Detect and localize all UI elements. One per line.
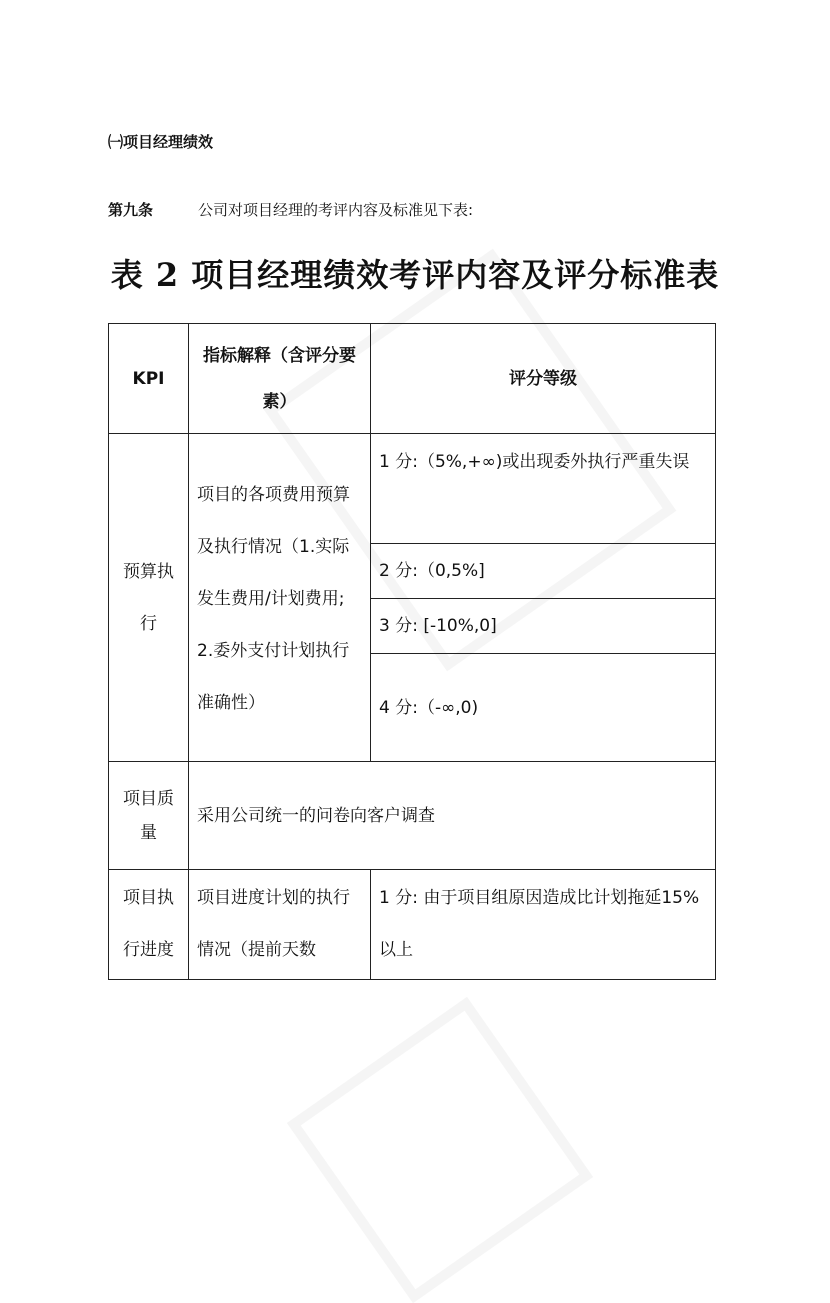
cell-explain-budget: 项目的各项费用预算及执行情况（1.实际发生费用/计划费用; 2.委外支付计划执行准确性） bbox=[189, 434, 371, 762]
kpi-table bbox=[108, 323, 716, 980]
article-line bbox=[108, 199, 473, 220]
header-kpi: KPI bbox=[109, 324, 189, 434]
cell-explain-quality: 采用公司统一的问卷向客户调查 bbox=[189, 762, 716, 870]
cell-grade-budget-2: 2 分:（0,5%] bbox=[371, 544, 716, 599]
table-row-quality bbox=[109, 762, 716, 870]
cell-kpi-budget: 预算执行 bbox=[109, 434, 189, 762]
section-title: ㈠项目经理绩效 bbox=[108, 133, 214, 151]
cell-grade-budget-3: 3 分: [-10%,0] bbox=[371, 599, 716, 654]
cell-grade-progress: 1 分: 由于项目组原因造成比计划拖延15%以上 bbox=[371, 870, 716, 980]
cell-explain-progress: 项目进度计划的执行情况（提前天数 bbox=[189, 870, 371, 980]
cell-grade-budget-4: 4 分:（-∞,0) bbox=[371, 654, 716, 762]
watermark-seal bbox=[287, 997, 593, 1303]
cell-kpi-quality: 项目质量 bbox=[109, 762, 189, 870]
header-grade: 评分等级 bbox=[371, 324, 716, 434]
article-text: 公司对项目经理的考评内容及标准见下表: bbox=[198, 201, 474, 219]
table-row-progress bbox=[109, 870, 716, 980]
table-row-budget bbox=[109, 434, 716, 544]
table-header-row bbox=[109, 324, 716, 434]
table-title: 表 2 项目经理绩效考评内容及评分标准表 bbox=[110, 256, 720, 294]
cell-grade-budget-1: 1 分:（5%,+∞)或出现委外执行严重失误 bbox=[371, 434, 716, 544]
header-explain: 指标解释（含评分要素） bbox=[189, 324, 371, 434]
article-number: 第九条 bbox=[108, 201, 154, 219]
cell-kpi-progress: 项目执行进度 bbox=[109, 870, 189, 980]
